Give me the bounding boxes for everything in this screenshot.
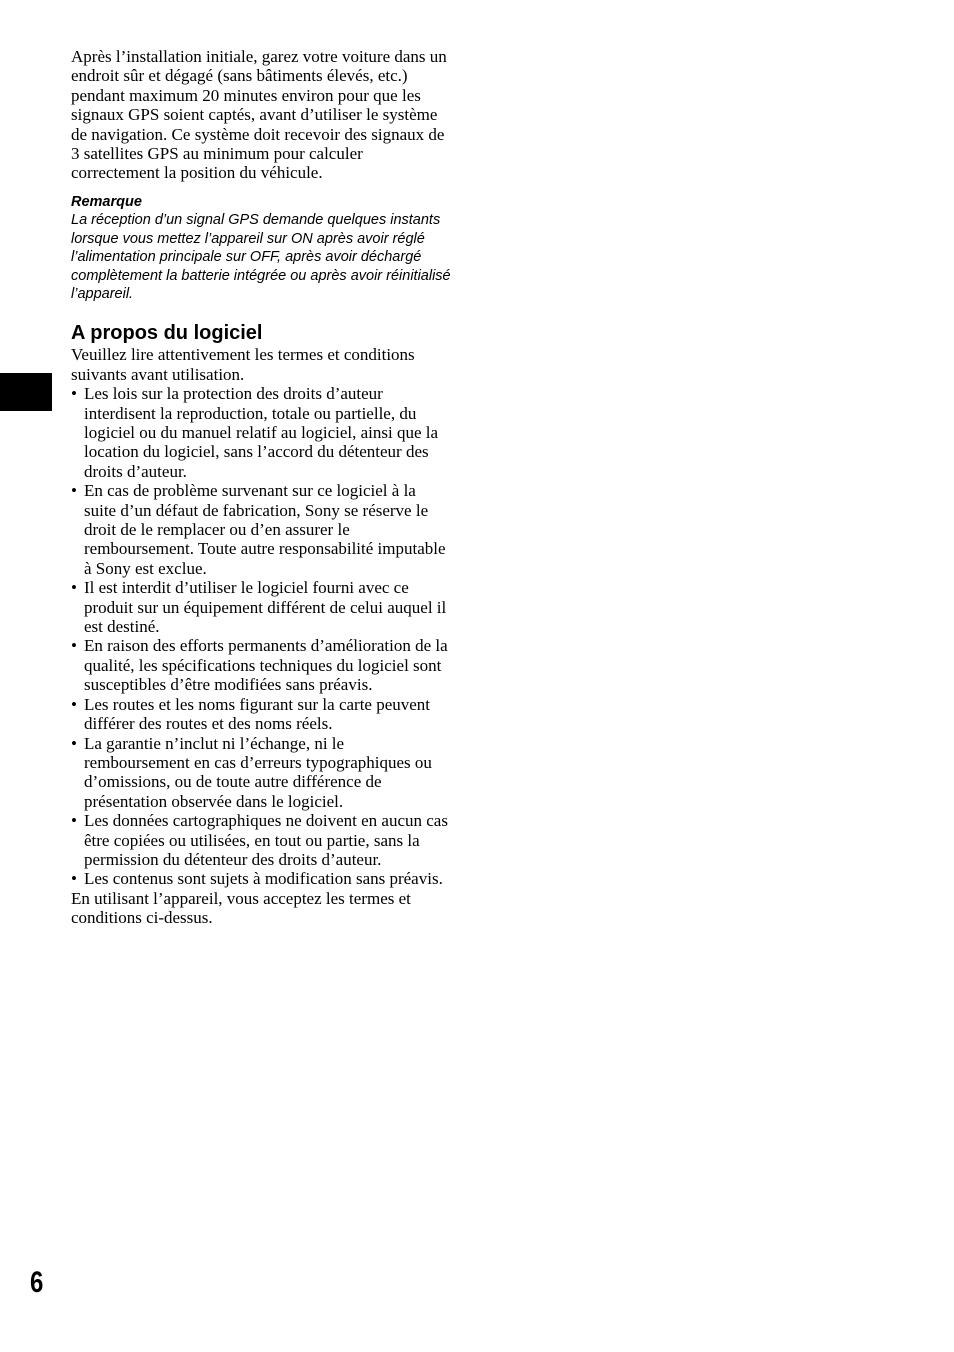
list-item-text: Les données cartographiques ne doivent en aucun cas être copiées ou utilisées, en tout ou partie, sans la permission du détenteur des droits d’auteur.	[84, 811, 448, 869]
list-item	[71, 811, 451, 869]
list-item	[71, 384, 451, 481]
closing-paragraph: En utilisant l’appareil, vous acceptez les termes et conditions ci-dessus.	[71, 888, 411, 928]
text-column	[71, 47, 451, 928]
bullet-icon: •	[71, 811, 77, 831]
bullet-icon: •	[71, 694, 77, 714]
section-heading: A propos du logiciel	[71, 322, 263, 345]
bullet-icon: •	[71, 636, 77, 656]
bullet-icon: •	[71, 384, 77, 404]
list-item-text: Il est interdit d’utiliser le logiciel fourni avec ce produit sur un équipement différent de celui auquel il est destiné.	[84, 578, 447, 637]
list-item	[71, 695, 451, 734]
list-item	[71, 481, 451, 578]
list-item-text: Les routes et les noms figurant sur la carte peuvent différer des routes et des noms réels.	[84, 694, 431, 734]
note-title: Remarque	[71, 193, 142, 210]
list-item-text: Les contenus sont sujets à modification sans préavis.	[84, 869, 443, 889]
list-item	[71, 636, 451, 694]
list-item-text: En cas de problème survenant sur ce logiciel à la suite d’un défaut de fabrication, Sony se réserve le droit de le remplacer ou d’en assurer le remboursement. Toute autre responsabilité imputable à Sony est exclue.	[84, 481, 446, 578]
bullet-icon: •	[71, 869, 77, 889]
intro-paragraph: Après l’installation initiale, garez votre voiture dans un endroit sûr et dégagé (sans bâtiments élevés, etc.) pendant maximum 20 minutes environ pour que les signaux GPS soient captés, avant d’utiliser le système de navigation. Ce système doit recevoir des signaux de 3 satellites GPS au minimum pour calculer correctement la position du véhicule.	[71, 47, 447, 183]
list-item-text: Les lois sur la protection des droits d’auteur interdisent la reproduction, totale ou partielle, du logiciel ou du manuel relatif au logiciel, ainsi que la location du logiciel, sans l’accord du détenteur des droits d’auteur.	[84, 384, 439, 481]
list-item-text: En raison des efforts permanents d’amélioration de la qualité, les spécifications techniques du logiciel sont susceptibles d’être modifiées sans préavis.	[84, 636, 448, 695]
page-number: 6	[30, 1266, 44, 1299]
terms-list	[71, 384, 451, 889]
bullet-icon: •	[71, 578, 77, 598]
section-intro: Veuillez lire attentivement les termes et conditions suivants avant utilisation.	[71, 345, 415, 384]
note-text: La réception d’un signal GPS demande quelques instants lorsque vous mettez l’appareil sur ON après avoir réglé l’alimentation principale sur OFF, après avoir déchargé complètement la batterie intégrée ou après avoir réinitialisé l’appareil.	[71, 212, 451, 302]
section-tab-marker	[0, 373, 52, 411]
list-item-text: La garantie n’inclut ni l’échange, ni le remboursement en cas d’erreurs typographiques ou d’omissions, ou de toute autre différence de présentation observée dans le logiciel.	[84, 733, 432, 811]
list-item	[71, 869, 451, 888]
bullet-icon: •	[71, 481, 77, 501]
list-item	[71, 734, 451, 812]
bullet-icon: •	[71, 733, 77, 753]
list-item	[71, 578, 451, 636]
